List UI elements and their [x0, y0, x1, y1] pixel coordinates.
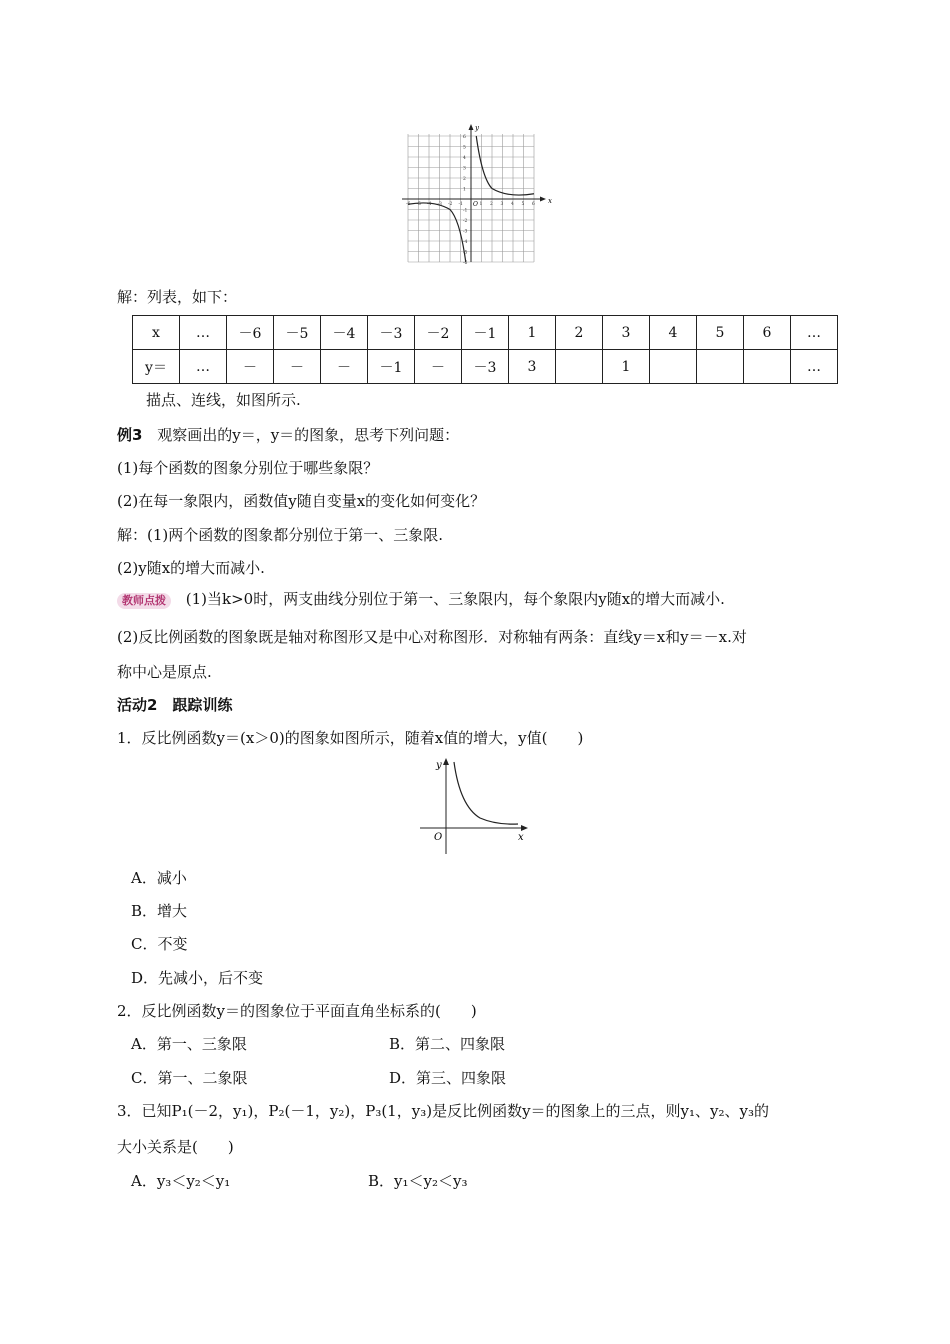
x-tick-label: 4 — [511, 202, 514, 207]
question-3-stem: 3．已知P₁(－2，y₁)，P₂(－1，y₂)，P₃(1，y₃)是反比例函数y＝的图象上的三点，则y₁、y₂、y₃的 — [117, 1102, 770, 1120]
table-x-cell: 5 — [697, 316, 744, 350]
y-tick-label: -2 — [463, 219, 468, 224]
table-x-cell: 3 — [603, 316, 650, 350]
y-tick-label: 6 — [463, 135, 466, 140]
x-tick-label: -6 — [406, 202, 411, 207]
table-x-cell: －3 — [368, 316, 415, 350]
q1-option-d: D．先减小，后不变 — [131, 969, 264, 987]
hyperbola-branch-first-quadrant — [476, 136, 534, 195]
x-tick-label: 1 — [479, 202, 483, 207]
table-y-cell: －3 — [462, 350, 509, 384]
example3-question-1: (1)每个函数的图象分别位于哪些象限？ — [117, 459, 379, 477]
y-tick-label: 3 — [463, 166, 466, 172]
question-1-stem: 1．反比例函数y＝(x＞0)的图象如图所示，随着x值的增大，y值( ) — [117, 729, 584, 747]
table-x-cell: … — [180, 316, 227, 350]
x-tick-label: -1 — [458, 202, 463, 207]
table-row-y — [133, 350, 838, 384]
y-axis-label: y — [475, 124, 479, 132]
q3-option-a: A．y₃＜y₂＜y₁ — [131, 1172, 231, 1190]
y-tick-label: -5 — [463, 250, 468, 256]
y-tick-label: -1 — [463, 208, 468, 214]
example3-answer-2: (2)y随x的增大而减小. — [117, 559, 265, 577]
y-tick-label: 2 — [463, 177, 466, 182]
inverse-curve — [454, 762, 518, 824]
y-tick-label: 5 — [463, 145, 466, 151]
q1-option-c: C．不变 — [131, 935, 188, 953]
table-x-cell: 6 — [744, 316, 791, 350]
question-3-stem-line-2: 大小关系是( ) — [117, 1138, 234, 1156]
teacher-tip-line-3: 称中心是原点. — [117, 663, 212, 681]
q3-option-b: B．y₁＜y₂＜y₃ — [368, 1172, 468, 1190]
table-x-cell: －2 — [415, 316, 462, 350]
x-tick-label: -2 — [448, 202, 453, 207]
y-tick-label: -3 — [463, 229, 468, 235]
table-y-cell: … — [791, 350, 838, 384]
q2-option-b: B．第二、四象限 — [389, 1035, 506, 1053]
table-y-cell: － — [415, 350, 462, 384]
table-y-cell: y＝ — [133, 350, 180, 384]
q1-option-a: A．减小 — [131, 869, 187, 887]
activity2-title: 活动2 跟踪训练 — [117, 696, 233, 714]
example3-heading — [117, 425, 459, 445]
table-x-cell: 4 — [650, 316, 697, 350]
table-y-cell: 3 — [509, 350, 556, 384]
table-y-cell: － — [227, 350, 274, 384]
graph2-x-label: x — [518, 832, 524, 843]
q2-option-a: A．第一、三象限 — [131, 1035, 247, 1053]
x-tick-label: 3 — [500, 202, 504, 207]
table-x-cell: －4 — [321, 316, 368, 350]
hyperbola-grid-graph — [400, 122, 555, 264]
table-y-cell — [697, 350, 744, 384]
origin-label: O — [473, 201, 478, 208]
q2-option-d: D．第三、四象限 — [389, 1069, 507, 1087]
inverse-function-graph — [420, 756, 532, 856]
table-y-cell: … — [180, 350, 227, 384]
teacher-tip-line-1: (1)当k>0时，两支曲线分别位于第一、三象限内，每个象限内y随x的增大而减小. — [185, 590, 725, 608]
table-x-cell: … — [791, 316, 838, 350]
table-x-cell: －6 — [227, 316, 274, 350]
solution-intro: 解：列表，如下： — [117, 288, 238, 306]
graph2-origin-label: O — [434, 832, 443, 843]
table-y-cell: －1 — [368, 350, 415, 384]
table-x-cell: －1 — [462, 316, 509, 350]
question-2-stem: 2．反比例函数y＝的图象位于平面直角坐标系的( ) — [117, 1002, 477, 1020]
teacher-tip-line-2: (2)反比例函数的图象既是轴对称图形又是中心对称图形．对称轴有两条：直线y＝x和y＝－x.对 — [117, 628, 747, 646]
x-tick-label: -5 — [416, 202, 421, 207]
y-tick-label: -6 — [463, 261, 468, 264]
example3-answer-1: 解：(1)两个函数的图象都分别位于第一、三象限. — [117, 526, 444, 544]
q2-option-c: C．第一、二象限 — [131, 1069, 248, 1087]
table-x-cell: 2 — [556, 316, 603, 350]
table-row-x — [133, 316, 838, 350]
example3-text: 观察画出的y＝，y＝的图象，思考下列问题： — [157, 426, 460, 444]
table-y-cell: 1 — [603, 350, 650, 384]
graph2-y-label: y — [436, 760, 442, 771]
x-tick-label: 6 — [532, 202, 535, 207]
y-tick-label: 4 — [463, 156, 466, 161]
x-tick-label: 5 — [521, 202, 525, 207]
y-tick-label: 1 — [463, 187, 466, 193]
x-axis-label: x — [548, 197, 552, 205]
plot-note: 描点、连线，如图所示. — [146, 391, 301, 409]
x-tick-label: -3 — [437, 202, 442, 207]
table-x-cell: －5 — [274, 316, 321, 350]
x-tick-label: 2 — [490, 202, 493, 207]
example3-label: 例3 — [117, 426, 143, 444]
x-tick-label: -4 — [427, 202, 432, 207]
table-y-cell — [650, 350, 697, 384]
q1-option-b: B．增大 — [131, 902, 188, 920]
table-y-cell — [556, 350, 603, 384]
table-y-cell: － — [274, 350, 321, 384]
table-x-cell: x — [133, 316, 180, 350]
y-tick-label: -4 — [463, 240, 468, 245]
teacher-tip — [117, 589, 725, 609]
teacher-tip-badge: 教师点拨 — [117, 593, 171, 609]
hyperbola-branch-third-quadrant — [408, 203, 466, 262]
table-y-cell — [744, 350, 791, 384]
example3-question-2: (2)在每一象限内，函数值y随自变量x的变化如何变化？ — [117, 492, 486, 510]
value-table — [132, 315, 838, 384]
table-y-cell: － — [321, 350, 368, 384]
table-x-cell: 1 — [509, 316, 556, 350]
